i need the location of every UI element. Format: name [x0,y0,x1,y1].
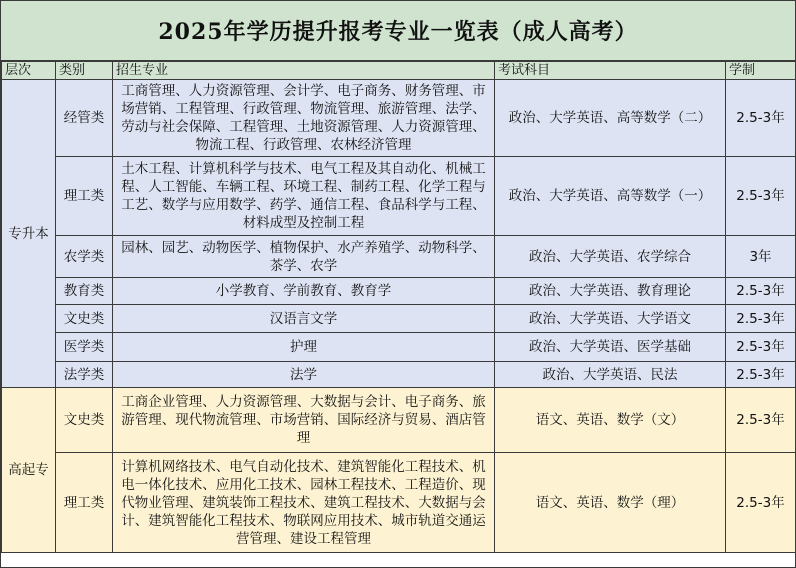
subjects-cell: 政治、大学英语、大学语文 [495,305,726,333]
subjects-cell: 语文、英语、数学（文） [495,388,726,453]
majors-cell: 小学教育、学前教育、教育学 [113,278,495,305]
duration-cell: 2.5-3年 [726,388,796,453]
category-cell: 经管类 [56,80,113,157]
duration-cell: 2.5-3年 [726,305,796,333]
majors-cell: 园林、园艺、动物医学、植物保护、水产养殖学、动物科学、茶学、农学 [113,236,495,278]
table-row [2,333,796,362]
table-row [2,453,796,553]
table-row [2,305,796,333]
table-row [2,278,796,305]
duration-cell: 2.5-3年 [726,453,796,553]
category-cell: 法学类 [56,362,113,388]
subjects-cell: 政治、大学英语、高等数学（二） [495,80,726,157]
category-cell: 理工类 [56,157,113,236]
majors-table [1,61,796,553]
duration-cell: 2.5-3年 [726,333,796,362]
subjects-cell: 政治、大学英语、高等数学（一） [495,157,726,236]
header-row [2,62,796,80]
majors-cell: 计算机网络技术、电气自动化技术、建筑智能化工程技术、机电一体化技术、应用化工技术、园林工程技术、工程造价、现代物业管理、建筑装饰工程技术、建筑工程技术、大数据与会计、建筑智能化工程技术、物联网应用技术、城市轨道交通运营管理、建设工程管理 [113,453,495,553]
duration-cell: 2.5-3年 [726,362,796,388]
level-cell-gqz: 高起专 [2,388,56,553]
majors-cell: 土木工程、计算机科学与技术、电气工程及其自动化、机械工程、人工智能、车辆工程、环境工程、制药工程、化学工程与工艺、数学与应用数学、药学、通信工程、食品科学与工程、材料成型及控制工程 [113,157,495,236]
subjects-cell: 政治、大学英语、医学基础 [495,333,726,362]
category-cell: 文史类 [56,305,113,333]
table-row [2,236,796,278]
majors-cell: 护理 [113,333,495,362]
level-cell-zsb: 专升本 [2,80,56,388]
category-cell: 教育类 [56,278,113,305]
majors-cell: 工商企业管理、人力资源管理、大数据与会计、电子商务、旅游管理、现代物流管理、市场营销、国际经济与贸易、酒店管理 [113,388,495,453]
header-level: 层次 [2,62,56,80]
duration-cell: 3年 [726,236,796,278]
header-duration: 学制 [726,62,796,80]
header-subjects: 考试科目 [495,62,726,80]
page-title: 2025年学历提升报考专业一览表（成人高考） [1,1,795,61]
majors-cell: 工商管理、人力资源管理、会计学、电子商务、财务管理、市场营销、工程管理、行政管理、物流管理、旅游管理、法学、劳动与社会保障、工程管理、土地资源管理、人力资源管理、物流工程、行政管理、农林经济管理 [113,80,495,157]
header-category: 类别 [56,62,113,80]
category-cell: 农学类 [56,236,113,278]
table-row [2,80,796,157]
duration-cell: 2.5-3年 [726,80,796,157]
category-cell: 文史类 [56,388,113,453]
category-cell: 理工类 [56,453,113,553]
duration-cell: 2.5-3年 [726,157,796,236]
table-row [2,362,796,388]
subjects-cell: 语文、英语、数学（理） [495,453,726,553]
majors-cell: 汉语言文学 [113,305,495,333]
category-cell: 医学类 [56,333,113,362]
majors-cell: 法学 [113,362,495,388]
duration-cell: 2.5-3年 [726,278,796,305]
subjects-cell: 政治、大学英语、教育理论 [495,278,726,305]
table-row [2,388,796,453]
table-row [2,157,796,236]
header-majors: 招生专业 [113,62,495,80]
subjects-cell: 政治、大学英语、民法 [495,362,726,388]
subjects-cell: 政治、大学英语、农学综合 [495,236,726,278]
